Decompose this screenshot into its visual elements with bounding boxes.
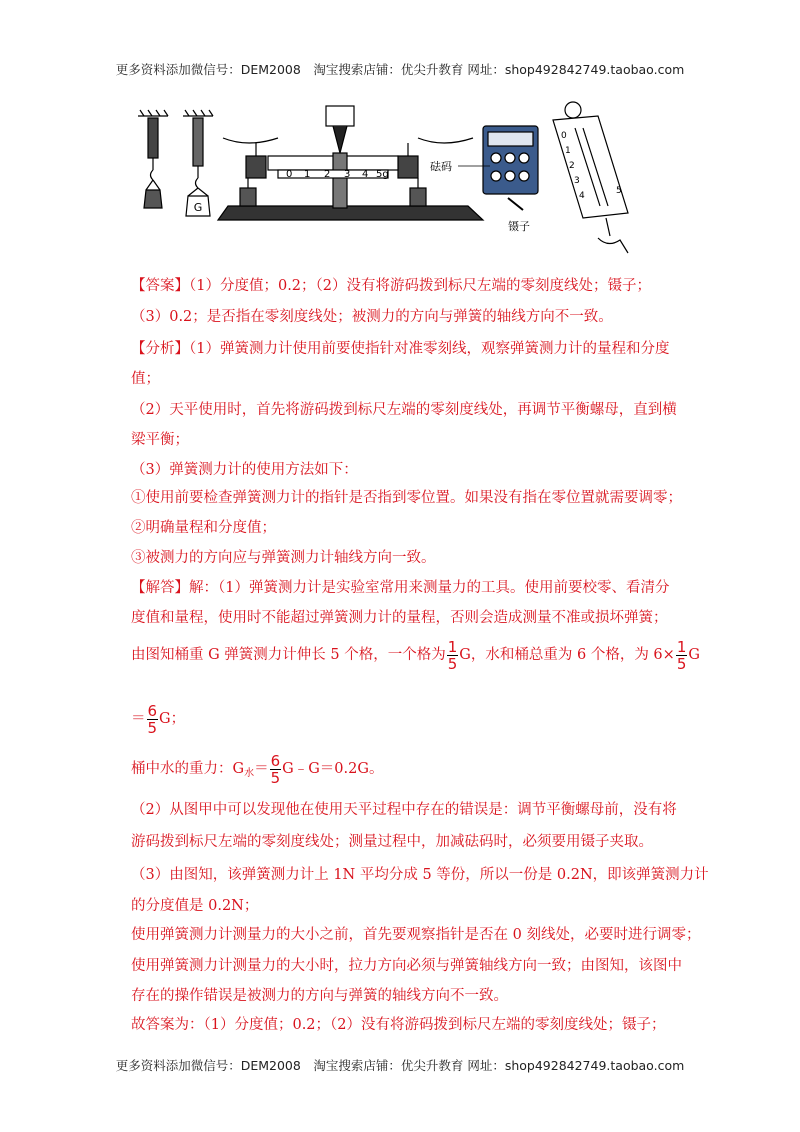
solution-line-2: 度值和量程，使用时不能超过弹簧测力计的量程，否则会造成测量不准或损坏弹簧；: [131, 610, 668, 626]
svg-text:5: 5: [616, 186, 622, 196]
page-footer: 更多资料添加微信号：DEM2008 淘宝搜索店铺：优尖升教育 网址：shop492842749.taobao.com: [115, 1058, 685, 1073]
fraction-6-5: $\frac{6}{5}$: [147, 701, 158, 737]
svg-text:3: 3: [574, 176, 580, 186]
svg-text:0: 0: [561, 131, 567, 141]
solution-line-13: 故答案为：（1）分度值；0.2；（2）没有将游码拨到标尺左端的零刻度线处；镊子；: [131, 1017, 666, 1033]
solution-line-11: 使用弹簧测力计测量力的大小时，拉力方向必须与弹簧轴线方向一致；由图知，该图中: [131, 958, 682, 974]
spring-scale-tilted-icon: [553, 102, 628, 253]
page-header: 更多资料添加微信号：DEM2008 淘宝搜索店铺：优尖升教育 网址：shop492842749.taobao.com: [115, 62, 685, 77]
solution-line-1: 【解答】解：（1）弹簧测力计是实验室常用来测量力的工具。使用前要校零、看清分: [131, 580, 670, 596]
scale-number: 3: [344, 169, 351, 180]
svg-text:1: 1: [565, 146, 571, 156]
analysis-line-8: ③被测力的方向应与弹簧测力计轴线方向一致。: [131, 550, 436, 566]
analysis-line-7: ②明确量程和分度值；: [131, 520, 276, 536]
analysis-line-6: ①使用前要检查弹簧测力计的指针是否指到零位置。如果没有指在零位置就需要调零；: [131, 490, 682, 506]
tweezers-label: 镊子: [508, 220, 530, 233]
fraction-6-5: $\frac{6}{5}$: [270, 751, 281, 787]
bucket-label: G: [193, 201, 203, 214]
scale-number: 5g: [376, 169, 389, 180]
solution-line-5: 桶中水的重力：$G_水=$ $\frac{6}{5}$ G﹣G＝0.2G。: [131, 751, 384, 787]
fraction-1-5: $\frac{1}{5}$: [447, 637, 458, 673]
analysis-line-5: （3）弹簧测力计的使用方法如下：: [131, 462, 358, 478]
scale-number: 0: [286, 169, 293, 180]
svg-text:2: 2: [569, 161, 575, 171]
scale-number: 2: [324, 169, 331, 180]
scale-number: 4: [362, 169, 369, 180]
answer-line-2: （3）0.2；是否指在零刻度线处；被测力的方向与弹簧的轴线方向不一致。: [131, 309, 613, 325]
experiment-figure: [128, 98, 668, 258]
analysis-line-1: 【分析】（1）弹簧测力计使用前要使指针对准零刻线，观察弹簧测力计的量程和分度: [131, 341, 670, 357]
fraction-1-5: $\frac{1}{5}$: [676, 637, 687, 673]
scale-number: 1: [304, 169, 311, 180]
analysis-line-3: （2）天平使用时，首先将游码拨到标尺左端的零刻度线处，再调节平衡螺母，直到横: [131, 402, 677, 418]
analysis-line-2: 值；: [131, 371, 160, 387]
solution-line-7: 游码拨到标尺左端的零刻度线处；测量过程中，加减砝码时，必须要用镊子夹取。: [131, 834, 653, 850]
solution-line-6: （2）从图甲中可以发现他在使用天平过程中存在的错误是：调节平衡螺母前，没有将: [131, 802, 677, 818]
solution-line-12: 存在的操作错误是被测力的方向与弹簧的轴线方向不一致。: [131, 988, 508, 1004]
solution-line-3: 由图知桶重 G 弹簧测力计伸长 5 个格，一个格为 $\frac{1}{5}$ G，水和桶总重为 6 个格，为 6× $\frac{1}{5}$ G: [131, 637, 700, 673]
solution-line-9: 的分度值是 0.2N；: [131, 898, 259, 914]
svg-text:4: 4: [579, 191, 585, 201]
solution-line-10: 使用弹簧测力计测量力的大小之前，首先要观察指针是否在 0 刻线处，必要时进行调零；: [131, 927, 701, 943]
spring-scale-empty-icon: [138, 110, 168, 208]
solution-line-4: ＝ $\frac{6}{5}$ G；: [131, 701, 186, 737]
answer-line-1: 【答案】（1）分度值；0.2；（2）没有将游码拨到标尺左端的零刻度线处；镊子；: [131, 278, 652, 294]
weights-label: 砝码: [430, 160, 452, 173]
solution-line-8: （3）由图知，该弹簧测力计上 1N 平均分成 5 等份，所以一份是 0.2N，即该弹簧测力计: [131, 867, 709, 883]
analysis-line-4: 梁平衡；: [131, 432, 189, 448]
